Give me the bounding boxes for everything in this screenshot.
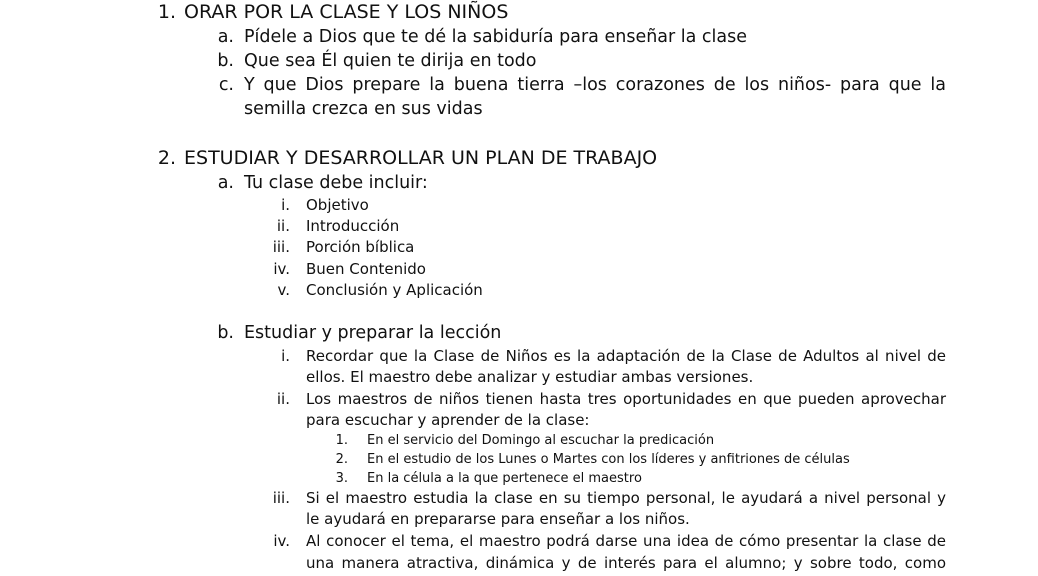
list-item-continuation: semilla crezca en sus vidas [244,99,483,119]
numbered-marker: 3. [335,471,348,486]
numbered-item-text: En el estudio de los Lunes o Martes con los líderes y anfitriones de células [367,452,850,467]
sublist-marker: i. [281,196,290,214]
section-title: ORAR POR LA CLASE Y LOS NIÑOS [184,1,509,23]
list-marker: a. [217,173,234,193]
section-number: 2. [157,147,176,169]
sublist-marker: ii. [276,217,290,235]
sublist-item-text: Porción bíblica [306,238,415,256]
sublist-item-text: Al conocer el tema, el maestro podrá darse una idea de cómo presentar la clase de [306,532,946,550]
sublist-item-text: Los maestros de niños tienen hasta tres oportunidades en que pueden aprovechar [306,390,946,408]
list-item-text: Y que Dios prepare la buena tierra –los corazones de los niños- para que la [244,75,946,95]
sublist-item-text: Conclusión y Aplicación [306,281,483,299]
sublist-marker: iv. [273,260,290,278]
sublist-marker: i. [281,347,290,365]
sublist-item-text: Buen Contenido [306,260,426,278]
list-item-text: Tu clase debe incluir: [244,173,428,193]
sublist-item-continuation: para escuchar y aprender de la clase: [306,411,590,429]
sublist-item-continuation: ellos. El maestro debe analizar y estudiar ambas versiones. [306,368,754,386]
sublist-item-text: Si el maestro estudia la clase en su tiempo personal, le ayudará a nivel personal y [306,489,946,507]
list-item-text: Pídele a Dios que te dé la sabiduría para enseñar la clase [244,27,748,47]
list-marker: c. [218,75,234,95]
sublist-marker: v. [277,281,290,299]
numbered-item-text: En el servicio del Domingo al escuchar la predicación [367,433,715,448]
sublist-item-text: Objetivo [306,196,369,214]
list-item-text: Estudiar y preparar la lección [244,323,502,343]
numbered-marker: 2. [335,452,348,467]
section-number: 1. [157,1,176,23]
list-item-text: Que sea Él quien te dirija en todo [244,51,537,71]
numbered-marker: 1. [335,433,348,448]
sublist-item-continuation: una manera atractiva, dinámica y de interés para el alumno; y sobre todo, como [306,554,946,572]
section-title: ESTUDIAR Y DESARROLLAR UN PLAN DE TRABAJO [184,147,658,169]
numbered-item-text: En la célula a la que pertenece el maestro [367,471,642,486]
sublist-item-text: Recordar que la Clase de Niños es la adaptación de la Clase de Adultos al nivel de [306,347,946,365]
sublist-item-continuation: le ayudará en prepararse para enseñar a los niños. [306,510,690,528]
list-marker: b. [217,51,234,71]
list-marker: b. [217,323,234,343]
sublist-marker: ii. [276,390,290,408]
sublist-marker: iv. [273,532,290,550]
sublist-marker: iii. [272,238,290,256]
list-marker: a. [217,27,234,47]
sublist-item-text: Introducción [306,217,400,235]
sublist-marker: iii. [272,489,290,507]
